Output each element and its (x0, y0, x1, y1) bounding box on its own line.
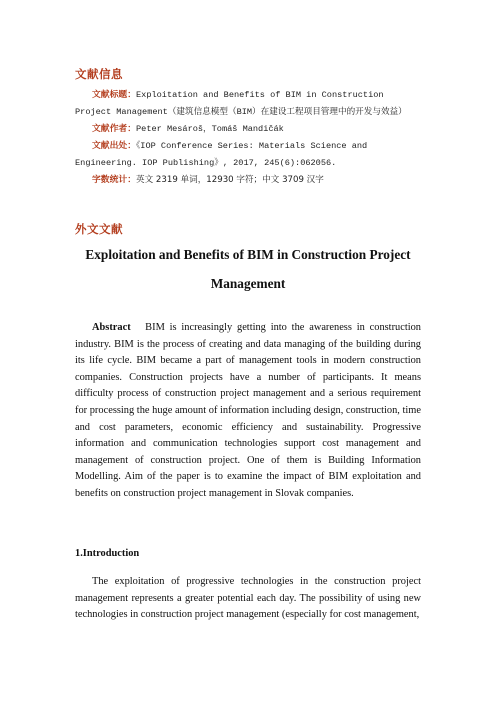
section-heading-introduction: 1.Introduction (75, 548, 140, 559)
info-source-label: 文献出处： (92, 141, 136, 151)
abstract-text: BIM is increasingly getting into the awareness in construction industry. BIM is the process of creating and data managing of the building during its life cycle. BIM became a part of management tools in modern construction companies. Construction projects have a number of participants. It means difficulty process of construction project management and a serious requirement for processing the huge amount of information including design, construction, time and cost parameters, economic efficiency and sustainability. Progressive information and communication technologies support cost management and management of construction project. One of them is Building Information Modelling. Aim of the paper is to examine the impact of BIM exploitation and benefits on construction project management in Slovak companies. (75, 322, 422, 499)
info-title-value: Exploitation and Benefits of BIM in Construction Project Management（建筑信息模型（BIM）在建设工程项目管理中的开发与效益） (75, 90, 407, 117)
info-source-row (75, 138, 421, 172)
abstract (75, 320, 421, 503)
info-source-value: 《IOP Conference Series: Materials Science and Engineering. IOP Publishing》, 2017, 245(6):062056. (75, 141, 368, 168)
introduction-text-block (75, 574, 421, 624)
info-heading: 文献信息 (75, 67, 123, 81)
paper-title-line2: Management (210, 276, 286, 291)
introduction-text: The exploitation of progressive technologies in the construction project management represents a greater potential each day. The possibility of using new technologies in construction project management (especially for cost management, (75, 576, 421, 621)
info-author-value: Peter Mesároš，Tomáš Mandičák (136, 124, 284, 134)
info-count-row (75, 172, 421, 189)
foreign-heading: 外文文献 (75, 222, 123, 236)
abstract-label: Abstract (92, 322, 131, 333)
info-author-label: 文献作者： (92, 124, 136, 134)
document-info (75, 87, 421, 189)
paper-title (75, 244, 421, 294)
paper-title-line1: Exploitation and Benefits of BIM in Construction Project (85, 247, 411, 262)
info-count-label: 字数统计： (92, 175, 136, 185)
info-count-value: 英文 2319 单词，12930 字符；中文 3709 汉字 (136, 175, 324, 185)
info-author-row (75, 121, 421, 138)
info-title-row (75, 87, 421, 121)
info-title-label: 文献标题： (92, 90, 136, 100)
